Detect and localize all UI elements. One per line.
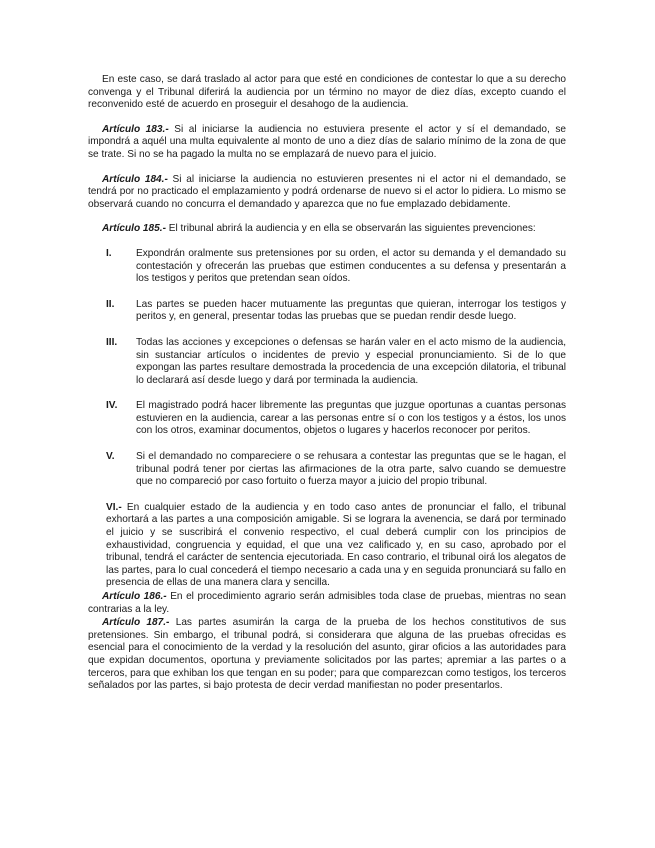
article-184 xyxy=(88,174,566,212)
list-item-text: Todas las acciones y excepciones o defensas se harán valer en el acto mismo de la audiencia, sin sustanciar artículos o incidentes de previo y especial pronunciamiento. Si de lo que expongan las partes resultare demostrada la procedencia de una excepción dilatoria, el tribunal lo declarará así desde luego y dará por terminada la audiencia. xyxy=(136,336,566,386)
list-item xyxy=(88,299,566,324)
article-184-text: Si al iniciarse la audiencia no estuvieren presentes ni el actor ni el demandado, se tendrá por no practicado el emplazamiento y podrá ordenarse de nuevo si el actor lo pidiera. Lo mismo se observará cuando no concurra el demandado y aparezca que no fue emplazado debidamente. xyxy=(88,173,566,210)
article-185-list xyxy=(88,248,566,489)
article-185-text: El tribunal abrirá la audiencia y en ella se observarán las siguientes prevenciones: xyxy=(165,223,536,235)
article-187-label: Artículo 187.- xyxy=(102,617,170,629)
list-numeral: V. xyxy=(106,451,115,463)
article-186 xyxy=(88,591,566,616)
article-187 xyxy=(88,617,566,693)
article-185-label: Artículo 185.- xyxy=(102,223,166,235)
article-187-text: Las partes asumirán la carga de la prueba de los hechos constitutivos de sus pretensiones. Sin embargo, el tribunal podrá, si considerara que alguna de las pruebas ofrecidas es esencial para el conocimiento de la verdad y la resolución del asunto, girar oficios a las autoridades para que expidan documentos, oportuna y previamente solicitados por las partes; apremiar a las partes o a terceros, para que exhiban los que tengan en su poder; para que comparezcan como testigos, los terceros señalados por las partes, si bajo protesta de decir verdad manifiestan no poder presentarlos. xyxy=(88,617,566,692)
list-item-text: Si el demandado no compareciere o se rehusara a contestar las preguntas que se le hagan, el tribunal podrá tener por ciertas las afirmaciones de la otra parte, salvo cuando se demuestre que no compareció por caso fortuito o fuerza mayor a juicio del propio tribunal. xyxy=(136,451,566,488)
list-item-text: Expondrán oralmente sus pretensiones por su orden, el actor su demanda y el demandado su contestación y ofrecerán las pruebas que estimen conducentes a su defensa y presentarán a los testigos y peritos que pretendan sean oídos. xyxy=(136,247,566,285)
item-vi-text: En cualquier estado de la audiencia y en todo caso antes de pronunciar el fallo, el tribunal exhortará a las partes a una composición amigable. Si se lograra la avenencia, se dará por terminado el juicio y se suscribirá el convenio respectivo, el cual deberá cumplir con los principios de exhaustividad, congruencia y equidad, el que una vez calificado y, en su caso, aprobado por el tribunal, tendrá el carácter de sentencia ejecutoriada. En caso contrario, el tribunal oirá los alegatos de las partes, para lo cual concederá el tiempo necesario a cada una y en seguida pronunciará su fallo en presencia de ellas de una manera clara y sencilla. xyxy=(106,501,566,589)
list-item-text: Las partes se pueden hacer mutuamente las preguntas que quieran, interrogar los testigos y peritos y, en general, presentar todas las pruebas que se puedan rendir desde luego. xyxy=(136,298,566,323)
list-item xyxy=(88,248,566,286)
item-vi-numeral: VI.- xyxy=(106,501,122,513)
article-183-text: Si al iniciarse la audiencia no estuviera presente el actor y sí el demandado, se impondrá a aquél una multa equivalente al monto de uno a diez días de salario mínimo de la zona de que se trate. Si no se ha pagado la multa no se emplazará de nuevo para el juicio. xyxy=(88,123,566,160)
list-numeral: I. xyxy=(106,247,112,259)
list-numeral: IV. xyxy=(106,400,118,412)
article-183 xyxy=(88,124,566,162)
intro-paragraph: En este caso, se dará traslado al actor para que esté en condiciones de contestar lo que a su derecho convenga y el Tribunal diferirá la audiencia por un término no mayor de diez días, excepto cuando el reconvenido esté de acuerdo en proseguir el desahogo de la audiencia. xyxy=(88,74,566,111)
article-183-label: Artículo 183.- xyxy=(102,123,169,135)
article-186-label: Artículo 186.- xyxy=(102,591,167,602)
article-185-item-vi xyxy=(88,502,566,590)
list-item xyxy=(88,337,566,387)
list-numeral: III. xyxy=(106,336,118,348)
document-page xyxy=(88,74,566,694)
article-185 xyxy=(88,223,566,236)
article-184-label: Artículo 184.- xyxy=(102,173,168,185)
article-186-text: En el procedimiento agrario serán admisibles toda clase de pruebas, mientras no sean contrarias a la ley. xyxy=(88,591,566,615)
list-item-text: El magistrado podrá hacer libremente las preguntas que juzgue oportunas a cuantas personas estuvieren en la audiencia, carear a las personas entre sí o con los testigos y a éstos, los unos con los otros, examinar documentos, objetos o lugares y hacerlos reconocer por peritos. xyxy=(136,400,566,437)
list-item xyxy=(88,400,566,438)
list-numeral: II. xyxy=(106,298,115,310)
list-item xyxy=(88,451,566,489)
